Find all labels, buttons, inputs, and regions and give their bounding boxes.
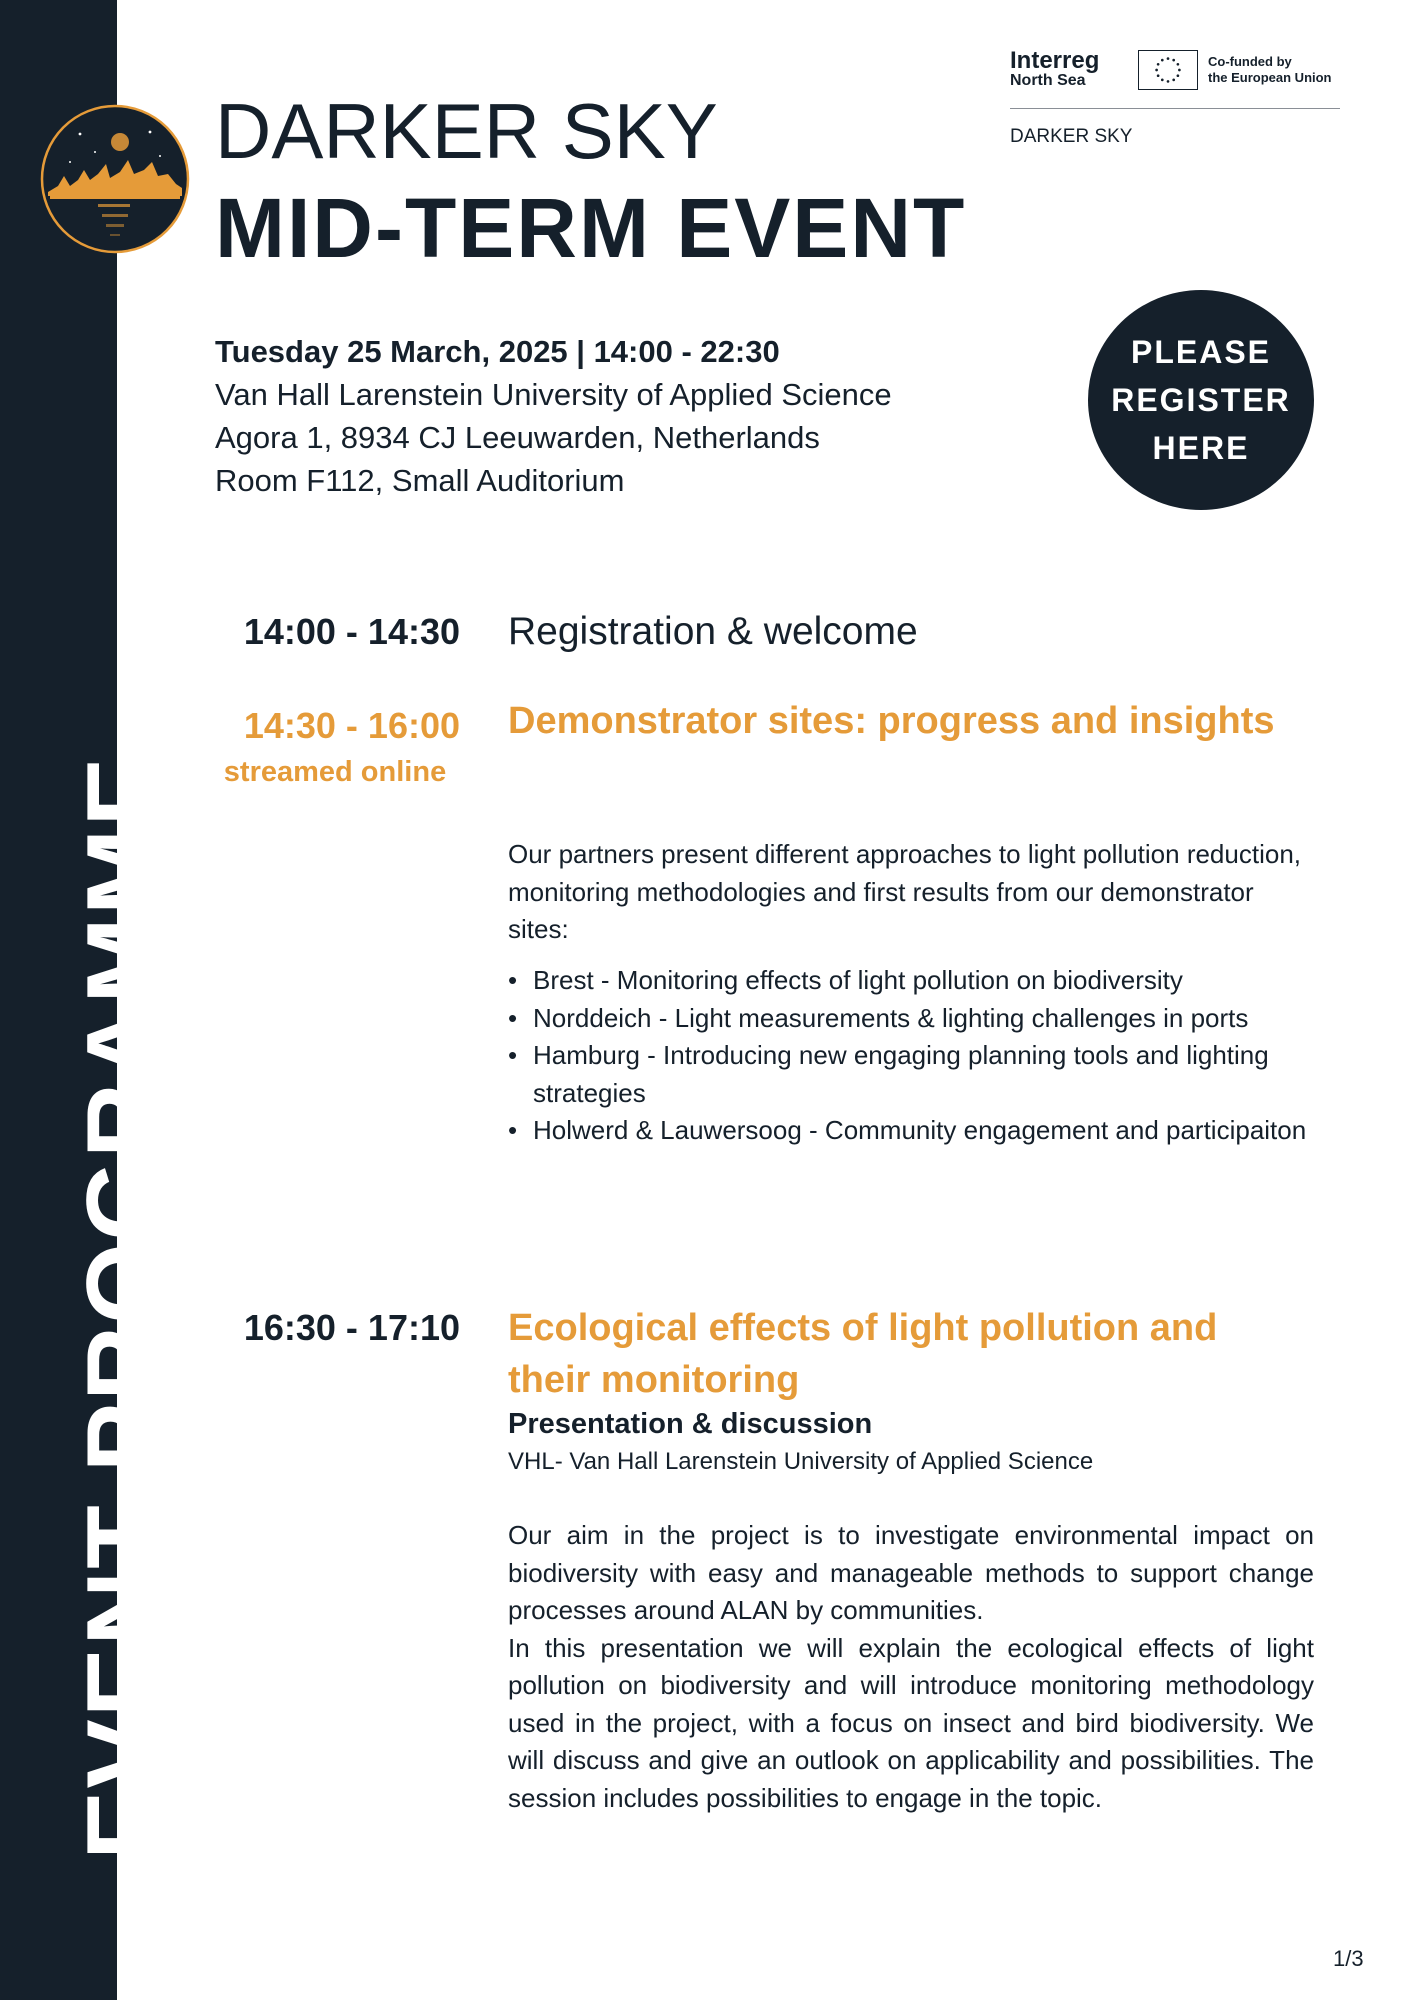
- list-item: • Brest - Monitoring effects of light pollution on biodiversity: [533, 962, 1339, 1000]
- register-line-2: REGISTER: [1111, 382, 1291, 418]
- register-button[interactable]: [1088, 290, 1314, 510]
- list-item: • Hamburg - Introducing new engaging planning tools and lighting strategies: [533, 1037, 1339, 1112]
- page-number: 1/3: [1333, 1946, 1364, 1971]
- cofunded-line-2: the European Union: [1208, 70, 1332, 86]
- session-3-paragraph-2: In this presentation we will explain the ecological effects of light pollution on biodiversity and will introduce monitoring methodology used in the project, with a focus on insect and bird biodiversity. We will discuss and give an outlook on applicability and possibilities. The session includes possibilities to engage in the topic.: [508, 1632, 1314, 1813]
- event-address: Agora 1, 8934 CJ Leeuwarden, Netherlands: [215, 420, 820, 455]
- cofunded-line-1: Co-funded by: [1208, 54, 1292, 69]
- event-info: [215, 330, 892, 502]
- event-date-time: Tuesday 25 March, 2025 | 14:00 - 22:30: [215, 334, 780, 369]
- interreg-name: Interreg: [1010, 47, 1100, 74]
- session-2-note: streamed online: [223, 756, 447, 788]
- register-line-3: HERE: [1152, 430, 1250, 466]
- darker-sky-logo: [40, 104, 190, 254]
- session-3-organisation: VHL- Van Hall Larenstein University of Applied Science: [508, 1448, 1094, 1475]
- list-item: • Holwerd & Lauwersoog - Community engagement and participaiton: [533, 1112, 1339, 1150]
- event-venue: Van Hall Larenstein University of Applied Science: [215, 377, 892, 412]
- session-2-bullet-list: [508, 962, 1339, 1150]
- list-item: • Norddeich - Light measurements & lighting challenges in ports: [533, 1000, 1339, 1038]
- divider: [1010, 108, 1340, 109]
- session-2-time: 14:30 - 16:00: [243, 705, 460, 746]
- session-3-description: [508, 1517, 1314, 1817]
- title-line-1: DARKER SKY: [215, 87, 718, 175]
- eu-flag-icon: [1138, 50, 1198, 90]
- event-room: Room F112, Small Auditorium: [215, 463, 625, 498]
- session-1-time: 14:00 - 14:30: [243, 611, 460, 652]
- title-line-2: MID-TERM EVENT: [215, 181, 967, 275]
- interreg-region: North Sea: [1010, 72, 1086, 90]
- cofunded-text: [1208, 54, 1332, 87]
- session-2-title: Demonstrator sites: progress and insights: [508, 700, 1275, 742]
- interreg-logo: [1010, 48, 1099, 90]
- session-3-subtitle: Presentation & discussion: [508, 1408, 873, 1440]
- session-3-title: Ecological effects of light pollution and their monitoring: [508, 1307, 1218, 1401]
- project-name: DARKER SKY: [1010, 126, 1133, 147]
- session-3-paragraph-1: Our aim in the project is to investigate environmental impact on biodiversity with easy and manageable methods to support change processes around ALAN by communities.: [508, 1520, 1314, 1625]
- sidebar: [0, 0, 182, 2000]
- session-1-title: Registration & welcome: [508, 610, 918, 653]
- session-3-time: 16:30 - 17:10: [243, 1307, 460, 1348]
- session-2-intro: Our partners present different approaches to light pollution reduction, monitoring methodologies and first results from our demonstrator sites:: [508, 839, 1301, 944]
- register-line-1: PLEASE: [1130, 334, 1271, 370]
- vertical-title: EVENT PROGRAMME: [66, 755, 182, 1860]
